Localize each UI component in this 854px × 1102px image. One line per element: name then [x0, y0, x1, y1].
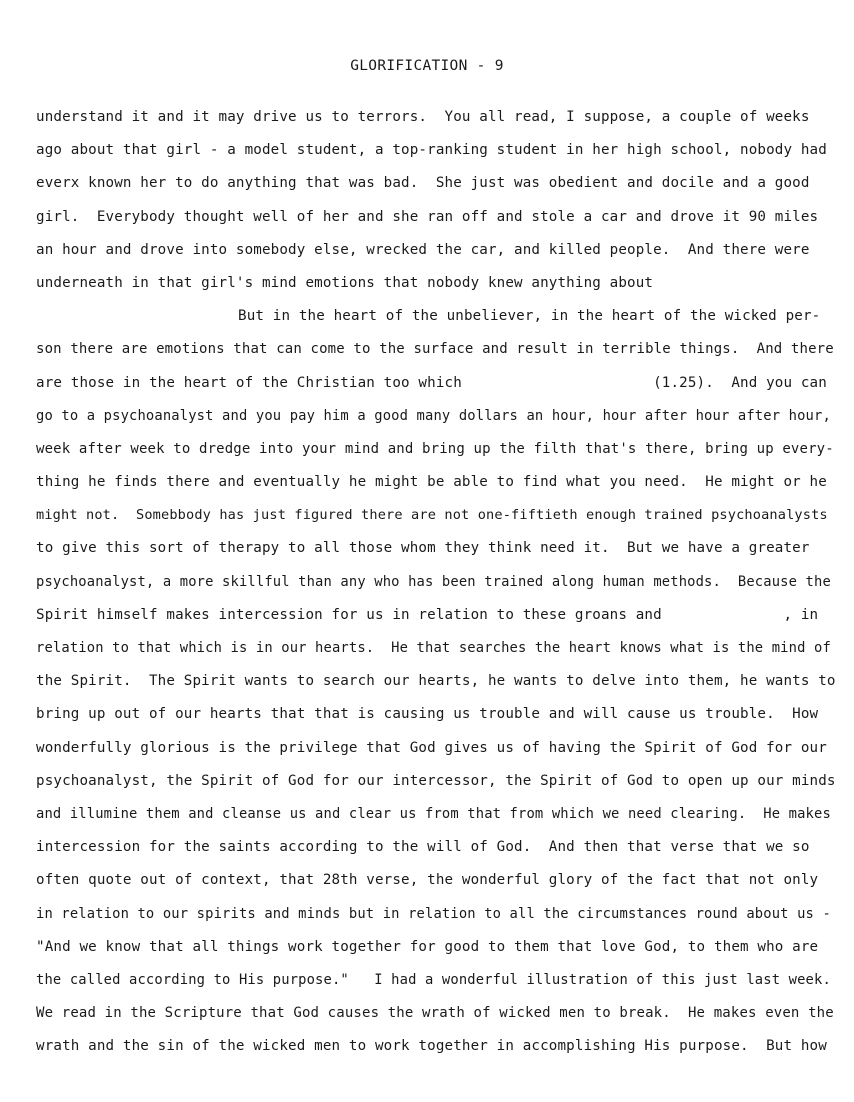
- text-line-indented: But in the heart of the unbeliever, in the heart of the wicked per-: [238, 308, 821, 325]
- text-line: week after week to dredge into your mind and bring up the filth that's there, bring up every-: [36, 440, 834, 457]
- text-line: wrath and the sin of the wicked men to work together in accomplishing His purpose. But how: [36, 1038, 827, 1055]
- text-line: everx known her to do anything that was bad. She just was obedient and docile and a good: [36, 175, 810, 192]
- body-text: [36, 106, 836, 1068]
- text-line: psychoanalyst, the Spirit of God for our intercessor, the Spirit of God to open up our minds: [36, 772, 836, 789]
- text-line: in relation to our spirits and minds but in relation to all the circumstances round about us -: [36, 905, 831, 922]
- text-line: We read in the Scripture that God causes the wrath of wicked men to break. He makes even the: [36, 1005, 834, 1022]
- text-line: ago about that girl - a model student, a top-ranking student in her high school, nobody had: [36, 142, 827, 159]
- text-line: "And we know that all things work together for good to them that love God, to them who are: [36, 938, 819, 955]
- text-line: the called according to His purpose." I had a wonderful illustration of this just last week.: [36, 971, 831, 988]
- text-line: are those in the heart of the Christian too which (1.25). And you can: [36, 374, 827, 391]
- text-line: Spirit himself makes intercession for us in relation to these groans and , in: [36, 606, 819, 623]
- text-line: an hour and drove into somebody else, wrecked the car, and killed people. And there were: [36, 241, 810, 258]
- text-line: go to a psychoanalyst and you pay him a good many dollars an hour, hour after hour after hour,: [36, 407, 831, 424]
- text-line: often quote out of context, that 28th verse, the wonderful glory of the fact that not only: [36, 872, 819, 889]
- text-line: to give this sort of therapy to all those whom they think need it. But we have a greater: [36, 540, 810, 557]
- text-line: bring up out of our hearts that that is causing us trouble and will cause us trouble. How: [36, 706, 819, 723]
- text-line: relation to that which is in our hearts. He that searches the heart knows what is the mind of: [36, 640, 831, 656]
- text-line: and illumine them and cleanse us and clear us from that from which we need clearing. He makes: [36, 805, 831, 822]
- text-line: understand it and it may drive us to terrors. You all read, I suppose, a couple of weeks: [36, 109, 810, 125]
- text-line: underneath in that girl's mind emotions that nobody knew anything about: [36, 274, 654, 291]
- page-title: GLORIFICATION - 9: [350, 58, 504, 74]
- text-line: thing he finds there and eventually he might be able to find what you need. He might or he: [36, 474, 827, 491]
- text-line: wonderfully glorious is the privilege that God gives us of having the Spirit of God for our: [36, 739, 827, 756]
- text-line: psychoanalyst, a more skillful than any who has been trained along human methods. Because the: [36, 573, 831, 590]
- text-line: intercession for the saints according to the will of God. And then that verse that we so: [36, 839, 810, 856]
- text-line: might not. Somebbody has just figured there are not one-fiftieth enough trained psychoanalysts: [36, 507, 828, 524]
- text-line: the Spirit. The Spirit wants to search our hearts, he wants to delve into them, he wants to: [36, 673, 836, 690]
- text-line: son there are emotions that can come to the surface and result in terrible things. And there: [36, 341, 834, 358]
- text-line: girl. Everybody thought well of her and she ran off and stole a car and drove it 90 miles: [36, 208, 819, 225]
